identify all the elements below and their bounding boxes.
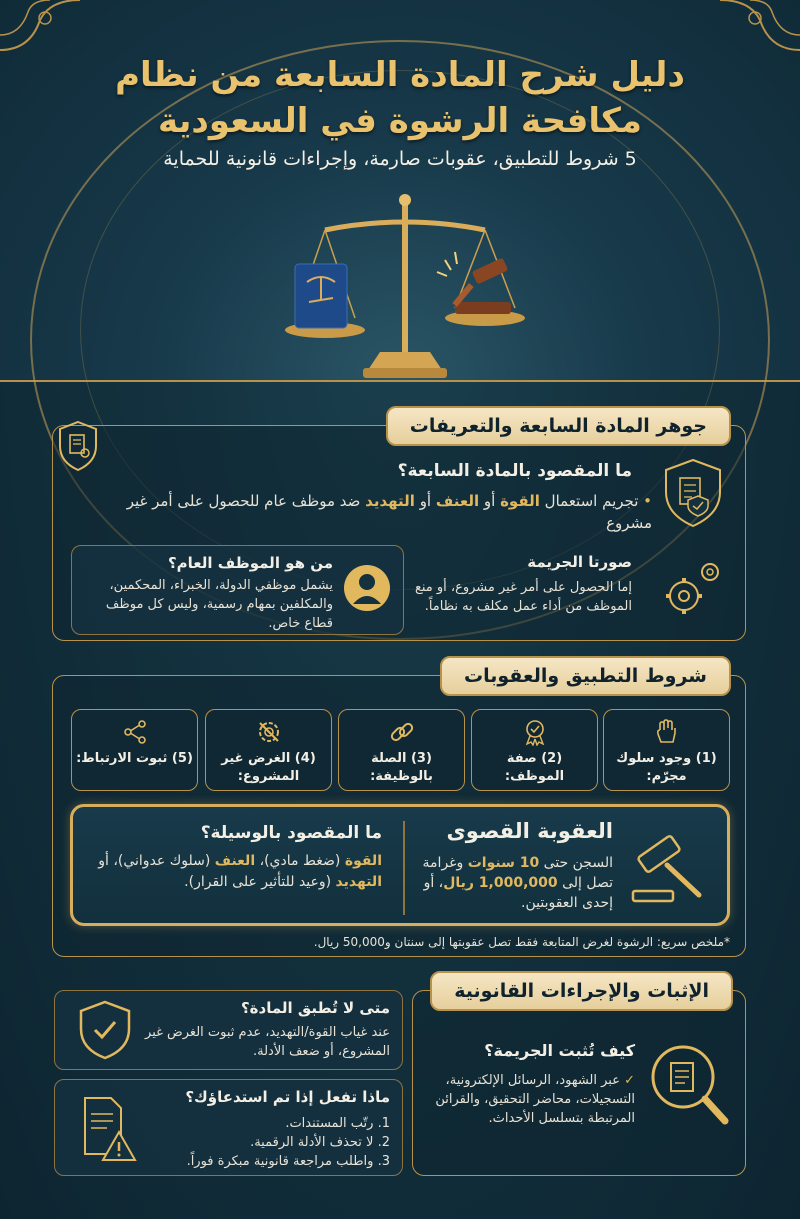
page-subtitle: 5 شروط للتطبيق، عقوبات صارمة، وإجراءات قانونية للحماية xyxy=(163,148,637,170)
hero-banner xyxy=(0,0,800,382)
forms-title: صورتا الجريمة xyxy=(527,553,632,571)
how-title: كيف تُثبت الجريمة؟ xyxy=(484,1041,635,1060)
quick-summary-note: *ملخص سريع: الرشوة لغرض المتابعة فقط تصل عقوبتها إلى سنتان و50,000 ريال. xyxy=(313,935,730,949)
official-text: يشمل موظفي الدولة، الخبراء، المحكمين، والمكلفين بمهام رسمية، وليس كل موظف قطاع خاص. xyxy=(105,578,333,631)
forms-text: إما الحصول على أمر غير مشروع، أو منع الموظف من أداء عمل مكلف به نظاماً. xyxy=(414,580,632,614)
max-penalty-box xyxy=(70,804,730,926)
page-title: دليل شرح المادة السابعة من نظام مكافحة الرشوة في السعودية xyxy=(115,55,685,141)
step-2: 2. لا تحذف الأدلة الرقمية. xyxy=(250,1135,390,1150)
q1-text: • تجريم استعمال القوة أو العنف أو التهديد ضد موظف عام للحصول على أمر غير مشروع xyxy=(126,492,652,532)
step-1: 1. رتّب المستندات. xyxy=(285,1116,390,1131)
penalty-title: العقوبة القصوى xyxy=(446,819,613,843)
proof-section xyxy=(412,980,746,1176)
person-icon xyxy=(343,564,391,612)
summoned-steps xyxy=(130,1114,390,1171)
conditions-heading: شروط التطبيق والعقوبات xyxy=(440,656,731,696)
magnifier-document-icon xyxy=(645,1039,731,1129)
forbidden-gear-icon xyxy=(255,718,283,746)
means-text: القوة (ضغط مادي)، العنف (سلوك عدواني)، أو التهديد (وعيد للتأثير على القرار). xyxy=(98,853,382,890)
condition-card-4: (4) الغرض غير المشروع: xyxy=(205,709,332,791)
condition-card-3: (3) الصلة بالوظيفة: xyxy=(338,709,465,791)
official-title: من هو الموظف العام؟ xyxy=(167,554,333,572)
shield-checklist-icon xyxy=(660,458,726,528)
penalty-text: السجن حتى 10 سنوات وغرامة تصل إلى 1,000,000 ريال، أو إحدى العقوبتين. xyxy=(422,855,613,911)
when-text: عند غياب القوة/التهديد، عدم ثبوت الغرض غير المشروع، أو ضعف الأدلة. xyxy=(145,1025,390,1059)
summoned-card xyxy=(54,1079,403,1176)
corner-ornament-right-icon xyxy=(680,0,800,60)
when-title: متى لا تُطبق المادة؟ xyxy=(240,999,390,1017)
gavel-icon xyxy=(627,825,713,911)
not-applicable-card xyxy=(54,990,403,1070)
shield-document-icon xyxy=(56,420,100,472)
badge-icon xyxy=(521,718,549,746)
fist-icon xyxy=(653,718,681,746)
condition-card-5: (5) ثبوت الارتباط: xyxy=(71,709,198,791)
condition-card-1: (1) وجود سلوك مجرّم: xyxy=(603,709,730,791)
gears-icon xyxy=(658,558,726,622)
scale-of-justice-icon xyxy=(285,190,525,380)
shield-check-icon xyxy=(77,999,133,1061)
summoned-title: ماذا تفعل إذا تم استدعاؤك؟ xyxy=(185,1088,390,1106)
public-official-card xyxy=(71,545,404,635)
step-3: 3. واطلب مراجعة قانونية مبكرة فوراً. xyxy=(186,1154,390,1169)
proof-heading: الإثبات والإجراءات القانونية xyxy=(430,971,733,1011)
q1-title: ما المقصود بالمادة السابعة؟ xyxy=(397,461,632,481)
means-title: ما المقصود بالوسيلة؟ xyxy=(200,823,382,843)
document-warning-icon xyxy=(79,1094,137,1162)
link-icon xyxy=(388,718,416,746)
essence-heading: جوهر المادة السابعة والتعريفات xyxy=(386,406,731,446)
how-text: ✓ عبر الشهود، الرسائل الإلكترونية، التسجيلات، محاضر التحقيق، والقرائن المرتبطة بتسلسل الأحداث. xyxy=(435,1073,635,1126)
condition-card-2: (2) صفة الموظف: xyxy=(471,709,598,791)
share-icon xyxy=(121,718,149,746)
corner-ornament-left-icon xyxy=(0,0,120,60)
